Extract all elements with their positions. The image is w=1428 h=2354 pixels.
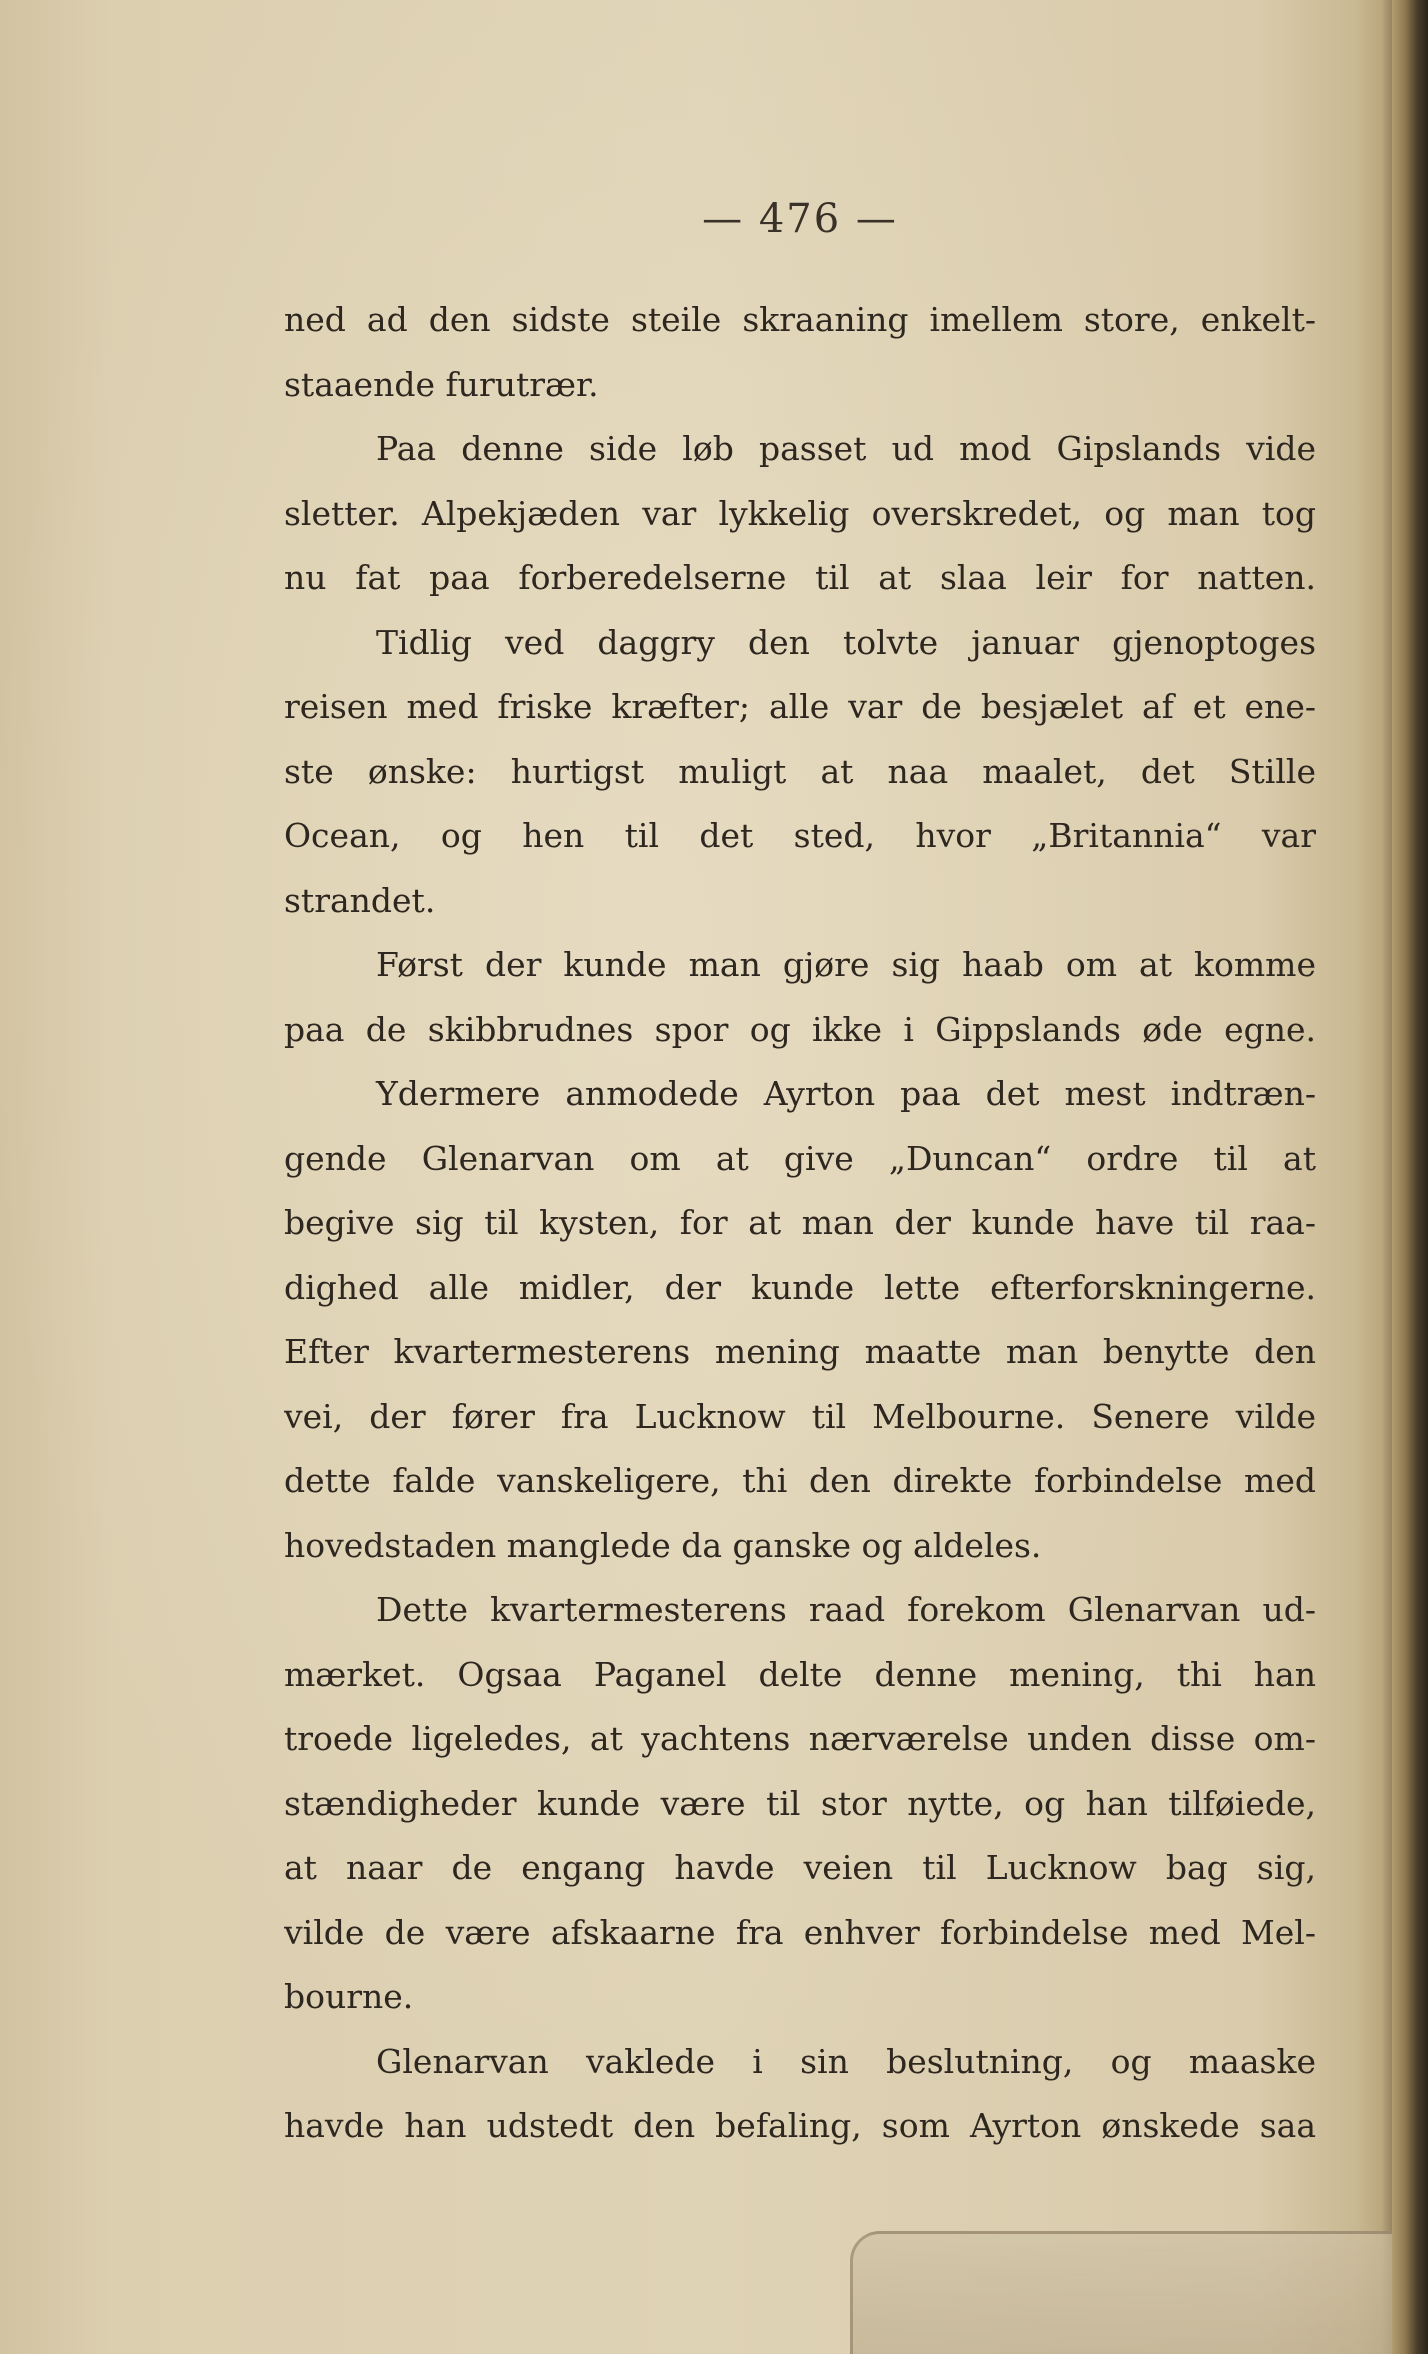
text-line: ned ad den sidste steile skraaning imellem store, enkelt- — [284, 300, 1316, 339]
body-text — [284, 288, 1316, 2159]
text-line: sletter. Alpekjæden var lykkelig overskredet, og man tog — [284, 493, 1316, 533]
spine-shadow — [1382, 0, 1392, 2354]
text-line: stændigheder kunde være til stor nytte, og han tilføiede, — [284, 1783, 1316, 1823]
text-line: reisen med friske kræfter; alle var de besjælet af et ene- — [284, 687, 1316, 726]
text-line: Dette kvartermesterens raad forekom Glenarvan ud- — [376, 1590, 1316, 1629]
text-line: dighed alle midler, der kunde lette efterforskningerne. — [284, 1267, 1316, 1307]
text-line: vei, der fører fra Lucknow til Melbourne. Senere vilde — [284, 1396, 1316, 1436]
text-line: Ocean, og hen til det sted, hvor „Britannia“ var — [284, 816, 1316, 855]
page-number: — 476 — — [702, 196, 898, 242]
text-line: at naar de engang havde veien til Lucknow bag sig, — [284, 1848, 1316, 1887]
text-line: ste ønske: hurtigst muligt at naa maalet, det Stille — [284, 751, 1316, 791]
text-line: dette falde vanskeligere, thi den direkte forbindelse med — [284, 1461, 1316, 1500]
text-line: Efter kvartermesterens mening maatte man benytte den — [284, 1332, 1316, 1371]
book-spine — [1392, 0, 1428, 2354]
text-line: Tidlig ved daggry den tolvte januar gjenoptoges — [376, 622, 1316, 662]
text-line: Glenarvan vaklede i sin beslutning, og maaske — [376, 2041, 1316, 2081]
text-line: begive sig til kysten, for at man der kunde have til raa- — [284, 1203, 1316, 1242]
text-line: nu fat paa forberedelserne til at slaa leir for natten. — [284, 558, 1316, 597]
text-line: Ydermere anmodede Ayrton paa det mest indtræn- — [376, 1074, 1316, 1113]
text-line: Paa denne side løb passet ud mod Gipslands vide — [376, 429, 1316, 468]
text-line: mærket. Ogsaa Paganel delte denne mening, thi han — [284, 1654, 1316, 1694]
text-line: vilde de være afskaarne fra enhver forbindelse med Mel- — [284, 1912, 1316, 1952]
text-line: havde han udstedt den befaling, som Ayrton ønskede saa — [284, 2106, 1316, 2145]
text-line: staaende furutrær. — [284, 364, 599, 404]
text-line: bourne. — [284, 1977, 414, 2016]
text-line: strandet. — [284, 880, 436, 920]
text-line: Først der kunde man gjøre sig haab om at komme — [376, 945, 1316, 984]
text-line: hovedstaden manglede da ganske og aldeles. — [284, 1525, 1042, 1565]
text-line: gende Glenarvan om at give „Duncan“ ordre til at — [284, 1138, 1316, 1178]
text-line: troede ligeledes, at yachtens nærværelse unden disse om- — [284, 1719, 1316, 1758]
page-fold — [850, 2231, 1392, 2354]
text-line: paa de skibbrudnes spor og ikke i Gippslands øde egne. — [284, 1009, 1316, 1049]
